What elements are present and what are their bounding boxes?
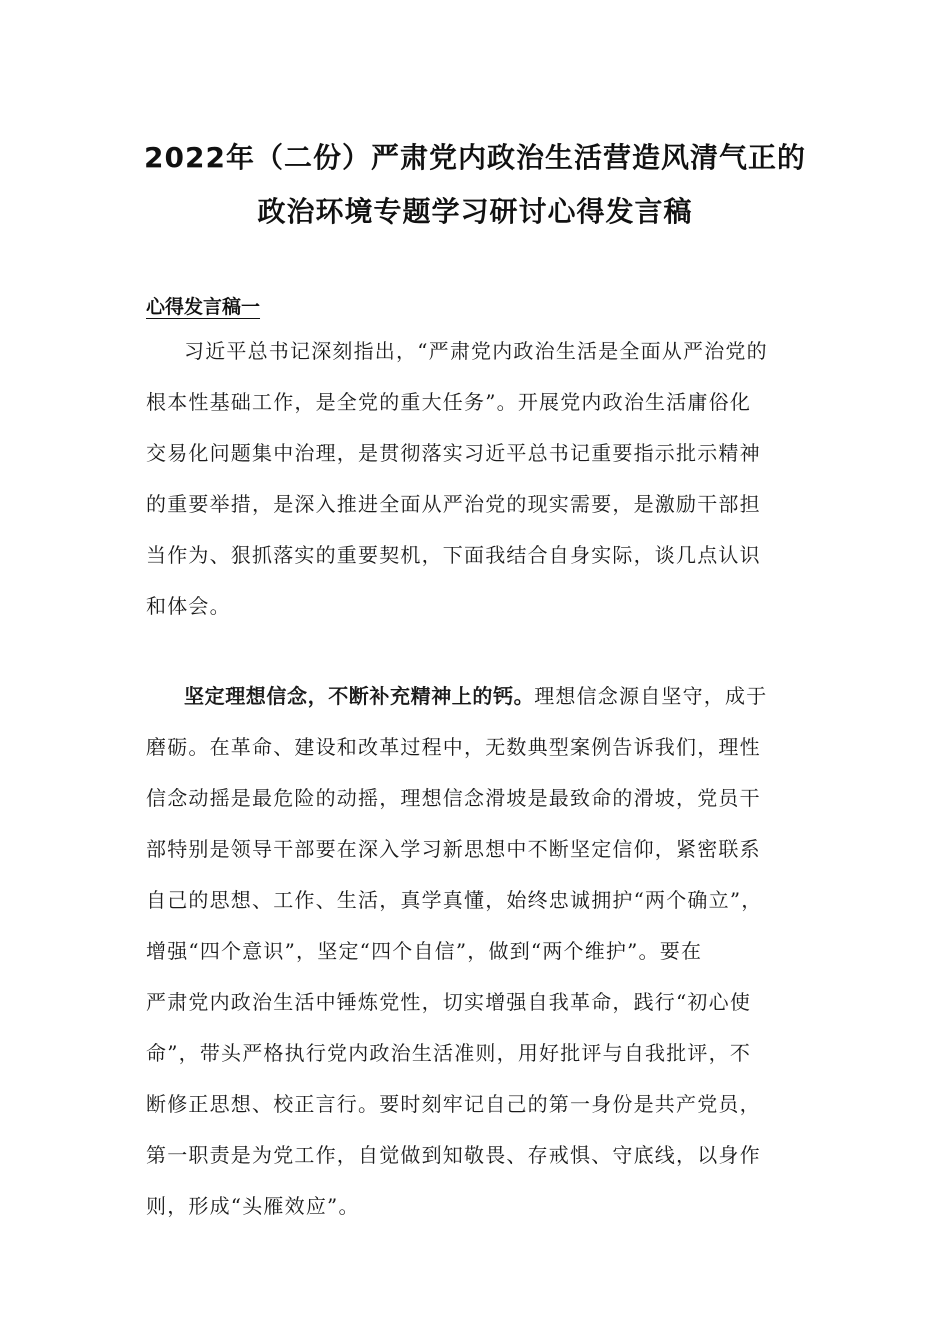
paragraph-1 (146, 326, 826, 632)
paragraph-2-line: 部特别是领导干部要在深入学习新思想中不断坚定信仰，紧密联系 (146, 837, 761, 861)
paragraph-1-line: 和体会。 (146, 594, 231, 618)
paragraph-2-line: 信念动摇是最危险的动摇，理想信念滑坡是最致命的滑坡，党员干 (146, 786, 761, 810)
paragraph-2-line: 命”，带头严格执行党内政治生活准则，用好批评与自我批评，不 (146, 1041, 752, 1065)
paragraph-1-line: 根本性基础工作，是全党的重大任务”。开展党内政治生活庸俗化 (146, 390, 752, 414)
paragraph-2-lead: 坚定理想信念，不断补充精神上的钙。 (184, 684, 535, 708)
paragraph-2-line: 严肃党内政治生活中锤炼党性，切实增强自我革命，践行“初心使 (146, 990, 752, 1014)
paragraph-2-first-line-rest: 理想信念源自坚守，成于 (534, 684, 768, 708)
document-title-line-2: 政治环境专题学习研讨心得发言稿 (257, 195, 693, 228)
paragraph-2-line: 增强“四个意识”，坚定“四个自信”，做到“两个维护”。要在 (146, 939, 703, 963)
paragraph-1-line: 当作为、狠抓落实的重要契机，下面我结合自身实际，谈几点认识 (146, 543, 761, 567)
section-heading: 心得发言稿一 (146, 296, 261, 318)
paragraph-2-line: 自己的思想、工作、生活，真学真懂，始终忠诚拥护“两个确立”， (146, 888, 763, 912)
paragraph-2 (146, 671, 826, 1232)
paragraph-2-line: 则，形成“头雁效应”。 (146, 1194, 360, 1218)
paragraph-1-line: 交易化问题集中治理，是贯彻落实习近平总书记重要指示批示精神 (146, 441, 761, 465)
paragraph-2-line: 断修正思想、校正言行。要时刻牢记自己的第一身份是共产党员， (146, 1092, 761, 1116)
paragraph-1-line: 习近平总书记深刻指出，“严肃党内政治生活是全面从严治党的 (184, 339, 768, 363)
paragraph-2-line: 磨砺。在革命、建设和改革过程中，无数典型案例告诉我们，理性 (146, 735, 761, 759)
paragraph-1-line: 的重要举措，是深入推进全面从严治党的现实需要，是激励干部担 (146, 492, 761, 516)
document-title-line-1: 2022年（二份）严肃党内政治生活营造风清气正的 (144, 141, 806, 174)
paragraph-2-line: 第一职责是为党工作，自觉做到知敬畏、存戒惧、守底线，以身作 (146, 1143, 761, 1167)
paragraph-2-first-line (146, 671, 826, 722)
